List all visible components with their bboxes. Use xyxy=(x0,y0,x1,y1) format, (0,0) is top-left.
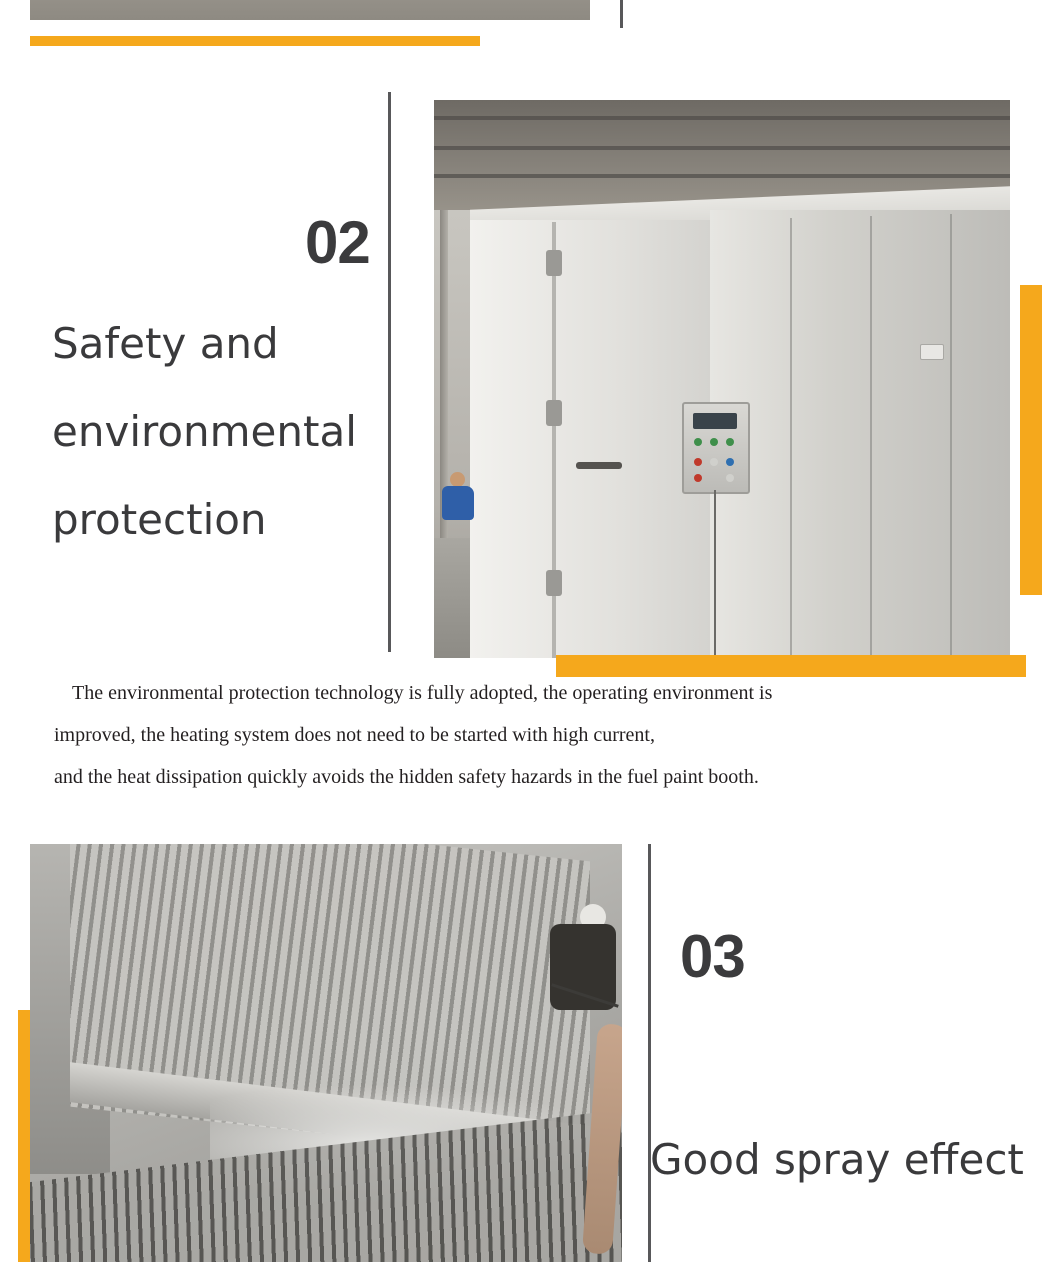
photo-panel-button xyxy=(694,438,702,446)
photo-panel-button xyxy=(710,438,718,446)
paragraph-line-1: The environmental protection technology is fully adopted, the operating environment is xyxy=(72,682,773,704)
photo-worker xyxy=(550,904,620,1014)
vertical-rule-03 xyxy=(648,844,651,1262)
section-02-number: 02 xyxy=(305,209,370,276)
photo-panel-button xyxy=(694,474,702,482)
photo-panel-button xyxy=(726,474,734,482)
photo-door-hinge xyxy=(546,250,562,276)
photo-beam xyxy=(434,116,1010,120)
section-03 xyxy=(0,830,1060,1262)
photo-oven-body xyxy=(710,210,1010,658)
paragraph-line-3: and the heat dissipation quickly avoids the hidden safety hazards in the fuel paint booth. xyxy=(54,766,759,788)
photo-beam xyxy=(434,146,1010,150)
photo-panel-button xyxy=(710,458,718,466)
section-01-remnant xyxy=(0,0,1060,50)
photo-oven-door-side xyxy=(470,220,712,658)
section-03-title: Good spray effect xyxy=(650,1135,1024,1184)
section-01-caption-text xyxy=(640,0,1010,2)
photo-cable xyxy=(714,490,716,658)
paragraph-line-2: improved, the heating system does not need to be started with high current, xyxy=(54,724,655,746)
photo-worker-head xyxy=(450,472,465,487)
accent-bar-right-02 xyxy=(1020,285,1042,595)
section-02 xyxy=(0,60,1060,620)
photo-door-hinge xyxy=(546,400,562,426)
section-02-photo xyxy=(434,100,1010,658)
photo-panel-seam xyxy=(870,216,872,658)
photo-control-panel xyxy=(682,402,750,494)
photo-floor xyxy=(30,0,590,20)
photo-worker-body xyxy=(550,924,616,1010)
photo-panel-display xyxy=(693,413,737,429)
photo-latch xyxy=(920,344,944,360)
photo-door-handle xyxy=(576,462,622,469)
photo-beam xyxy=(434,174,1010,178)
section-01-photo xyxy=(30,0,590,20)
photo-panel-seam xyxy=(950,214,952,658)
section-02-paragraph xyxy=(54,672,1029,798)
accent-underline-01 xyxy=(30,36,480,46)
photo-panel-button xyxy=(726,438,734,446)
section-02-title: Safety and environmental protection xyxy=(52,319,357,544)
photo-panel-button xyxy=(726,458,734,466)
photo-worker-body xyxy=(442,486,474,520)
photo-panel-seam xyxy=(790,218,792,658)
vertical-rule-01 xyxy=(620,0,623,28)
photo-worker xyxy=(442,472,476,528)
section-03-number: 03 xyxy=(680,923,745,990)
section-03-photo xyxy=(30,844,622,1262)
photo-door-hinge xyxy=(546,570,562,596)
photo-panel-button xyxy=(694,458,702,466)
